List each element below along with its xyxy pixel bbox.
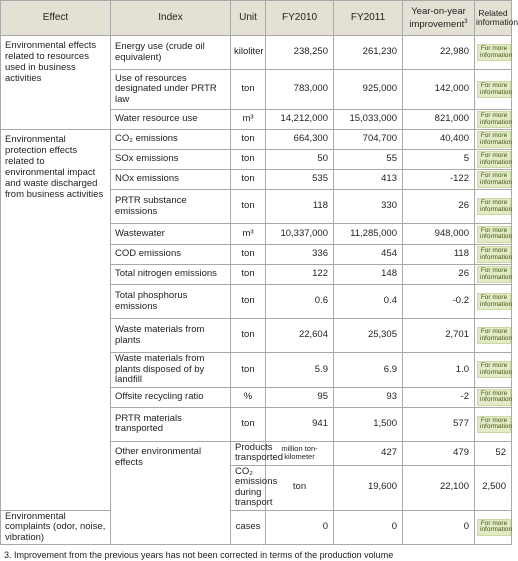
yoy-value: 22,980 bbox=[403, 36, 475, 70]
unit-cell: ton bbox=[231, 265, 266, 285]
yoy-value: 26 bbox=[403, 190, 475, 224]
unit-cell: ton bbox=[231, 353, 266, 388]
yoy-value: -122 bbox=[403, 170, 475, 190]
related-cell bbox=[475, 130, 512, 150]
unit-cell: m³ bbox=[231, 110, 266, 130]
related-cell bbox=[475, 170, 512, 190]
more-info-link[interactable]: For more information bbox=[477, 131, 511, 148]
related-cell bbox=[475, 110, 512, 130]
fy2011-value: 330 bbox=[334, 190, 403, 224]
fy2010-value: 783,000 bbox=[266, 70, 334, 110]
yoy-value: -2 bbox=[403, 387, 475, 407]
index-name: Products transported bbox=[231, 441, 266, 465]
unit-cell: kiloliter bbox=[231, 36, 266, 70]
effect-category: Environmental protection effects related to environmental impact and waste discharged from business activities bbox=[1, 130, 111, 511]
unit-cell: ton bbox=[231, 130, 266, 150]
fy2011-value: 25,305 bbox=[334, 319, 403, 353]
header-effect: Effect bbox=[1, 1, 111, 36]
fy2010-value: 122 bbox=[266, 265, 334, 285]
unit-cell: ton bbox=[231, 70, 266, 110]
fy2011-value: 148 bbox=[334, 265, 403, 285]
fy2010-value: 535 bbox=[266, 170, 334, 190]
header-fy2010: FY2010 bbox=[266, 1, 334, 36]
unit-cell: ton bbox=[231, 170, 266, 190]
index-name: NOx emissions bbox=[111, 170, 231, 190]
index-name: Waste materials from plants disposed of by landfill bbox=[111, 353, 231, 388]
related-cell bbox=[475, 190, 512, 224]
related-cell bbox=[475, 319, 512, 353]
unit-cell: ton bbox=[266, 465, 334, 510]
more-info-link[interactable]: For more information bbox=[477, 171, 511, 188]
fy2010-value: 118 bbox=[266, 190, 334, 224]
header-yoy bbox=[403, 1, 475, 36]
related-cell bbox=[475, 224, 512, 245]
fy2011-value: 0 bbox=[334, 510, 403, 545]
table-row bbox=[1, 130, 512, 150]
yoy-value: 40,400 bbox=[403, 130, 475, 150]
header-index: Index bbox=[111, 1, 231, 36]
yoy-value: 948,000 bbox=[403, 224, 475, 245]
unit-cell: cases bbox=[231, 510, 266, 545]
unit-cell: ton bbox=[231, 150, 266, 170]
fy2010-value: 336 bbox=[266, 245, 334, 265]
yoy-value: 0 bbox=[403, 510, 475, 545]
index-name: SOx emissions bbox=[111, 150, 231, 170]
index-name: CO₂ emissions bbox=[111, 130, 231, 150]
fy2010-value: 19,600 bbox=[334, 465, 403, 510]
yoy-value: -0.2 bbox=[403, 285, 475, 319]
related-cell bbox=[475, 387, 512, 407]
table-body bbox=[1, 36, 512, 545]
more-info-link[interactable]: For more information bbox=[477, 151, 511, 168]
fy2011-value: 1,500 bbox=[334, 407, 403, 441]
unit-cell: % bbox=[231, 387, 266, 407]
fy2011-value: 15,033,000 bbox=[334, 110, 403, 130]
yoy-value: 2,500 bbox=[475, 465, 512, 510]
unit-cell: ton bbox=[231, 319, 266, 353]
more-info-link[interactable]: For more information bbox=[477, 266, 511, 283]
index-name: Water resource use bbox=[111, 110, 231, 130]
index-name: Wastewater bbox=[111, 224, 231, 245]
more-info-link[interactable]: For more information bbox=[477, 519, 511, 536]
yoy-value: 577 bbox=[403, 407, 475, 441]
index-name: PRTR substance emissions bbox=[111, 190, 231, 224]
header-yoy-footnote-mark: 3 bbox=[464, 18, 468, 25]
header-related: Related information bbox=[475, 1, 512, 36]
related-cell bbox=[475, 353, 512, 388]
index-name: Environmental complaints (odor, noise, vibration) bbox=[1, 510, 111, 545]
yoy-value: 118 bbox=[403, 245, 475, 265]
table-row bbox=[1, 510, 512, 545]
related-cell bbox=[475, 70, 512, 110]
yoy-value: 52 bbox=[475, 441, 512, 465]
unit-cell: ton bbox=[231, 407, 266, 441]
index-name: Total nitrogen emissions bbox=[111, 265, 231, 285]
table-row bbox=[1, 36, 512, 70]
fy2010-value: 427 bbox=[334, 441, 403, 465]
index-name: Use of resources designated under PRTR law bbox=[111, 70, 231, 110]
fy2011-value: 704,700 bbox=[334, 130, 403, 150]
index-name: Total phosphorus emissions bbox=[111, 285, 231, 319]
related-cell bbox=[475, 245, 512, 265]
footnote: 3. Improvement from the previous years has not been corrected in terms of the production volume bbox=[4, 550, 394, 560]
related-cell bbox=[475, 407, 512, 441]
fy2010-value: 0 bbox=[266, 510, 334, 545]
fy2010-value: 22,604 bbox=[266, 319, 334, 353]
yoy-value: 821,000 bbox=[403, 110, 475, 130]
more-info-link[interactable]: For more information bbox=[477, 81, 511, 98]
yoy-value: 5 bbox=[403, 150, 475, 170]
fy2011-value: 55 bbox=[334, 150, 403, 170]
index-name: COD emissions bbox=[111, 245, 231, 265]
related-cell bbox=[475, 36, 512, 70]
fy2010-value: 14,212,000 bbox=[266, 110, 334, 130]
related-cell bbox=[475, 285, 512, 319]
fy2011-value: 261,230 bbox=[334, 36, 403, 70]
more-info-link[interactable]: For more information bbox=[477, 361, 511, 378]
related-cell bbox=[475, 150, 512, 170]
fy2011-value: 6.9 bbox=[334, 353, 403, 388]
fy2011-value: 454 bbox=[334, 245, 403, 265]
index-name: CO₂ emissions during transport bbox=[231, 465, 266, 510]
more-info-link[interactable]: For more information bbox=[477, 226, 511, 243]
fy2011-value: 93 bbox=[334, 387, 403, 407]
more-info-link[interactable]: For more information bbox=[477, 327, 511, 344]
fy2010-value: 50 bbox=[266, 150, 334, 170]
fy2011-value: 413 bbox=[334, 170, 403, 190]
header-unit: Unit bbox=[231, 1, 266, 36]
more-info-link[interactable]: For more information bbox=[477, 293, 511, 310]
index-name: Energy use (crude oil equivalent) bbox=[111, 36, 231, 70]
related-cell bbox=[475, 510, 512, 545]
more-info-link[interactable]: For more information bbox=[477, 198, 511, 215]
yoy-value: 1.0 bbox=[403, 353, 475, 388]
table-header-row bbox=[1, 1, 512, 36]
unit-cell: ton bbox=[231, 245, 266, 265]
fy2010-value: 95 bbox=[266, 387, 334, 407]
fy2011-value: 11,285,000 bbox=[334, 224, 403, 245]
fy2010-value: 941 bbox=[266, 407, 334, 441]
fy2011-value: 925,000 bbox=[334, 70, 403, 110]
unit-cell: million ton-kilometer bbox=[266, 441, 334, 465]
header-fy2011: FY2011 bbox=[334, 1, 403, 36]
fy2011-value: 479 bbox=[403, 441, 475, 465]
unit-cell: ton bbox=[231, 190, 266, 224]
fy2010-value: 10,337,000 bbox=[266, 224, 334, 245]
yoy-value: 2,701 bbox=[403, 319, 475, 353]
fy2011-value: 22,100 bbox=[403, 465, 475, 510]
yoy-value: 142,000 bbox=[403, 70, 475, 110]
more-info-link[interactable]: For more information bbox=[477, 389, 511, 406]
header-yoy-label: Year-on-year improvement bbox=[409, 5, 466, 31]
fy2011-value: 0.4 bbox=[334, 285, 403, 319]
unit-cell: m³ bbox=[231, 224, 266, 245]
related-cell bbox=[475, 265, 512, 285]
fy2010-value: 238,250 bbox=[266, 36, 334, 70]
unit-cell: ton bbox=[231, 285, 266, 319]
yoy-value: 26 bbox=[403, 265, 475, 285]
effect-category: Environmental effects related to resources used in business activities bbox=[1, 36, 111, 130]
more-info-link[interactable]: For more information bbox=[477, 111, 511, 128]
index-name: PRTR materials transported bbox=[111, 407, 231, 441]
more-info-link[interactable]: For more information bbox=[477, 44, 511, 61]
fy2010-value: 0.6 bbox=[266, 285, 334, 319]
fy2010-value: 5.9 bbox=[266, 353, 334, 388]
more-info-link[interactable]: For more information bbox=[477, 416, 511, 433]
fy2010-value: 664,300 bbox=[266, 130, 334, 150]
index-name: Waste materials from plants bbox=[111, 319, 231, 353]
more-info-link[interactable]: For more information bbox=[477, 246, 511, 263]
effect-category: Other environmental effects bbox=[111, 441, 231, 545]
index-name: Offsite recycling ratio bbox=[111, 387, 231, 407]
